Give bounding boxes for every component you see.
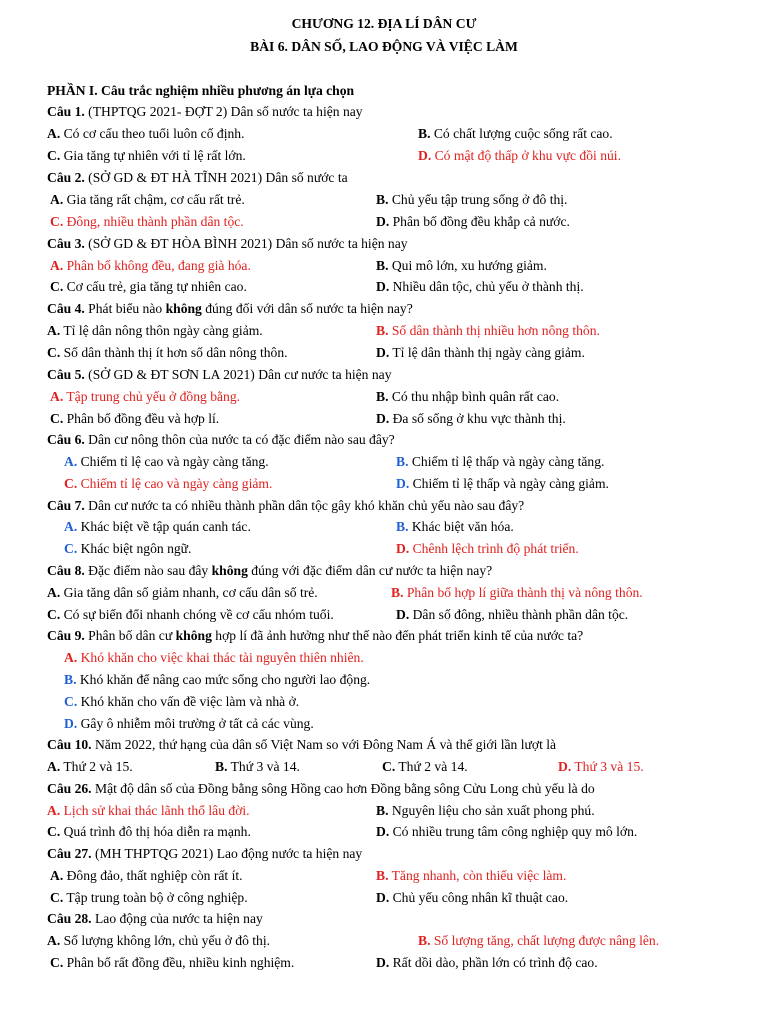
q26-option-c[interactable]: C. Quá trình đô thị hóa diễn ra mạnh. [47,824,251,839]
q27-option-c[interactable]: C. Tập trung toàn bộ ở công nghiệp. [50,890,248,905]
q8-option-a[interactable]: A. Gia tăng dân số giảm nhanh, cơ cấu dân số trẻ. [47,585,318,600]
q3-option-c[interactable]: C. Cơ cấu trẻ, gia tăng tự nhiên cao. [50,279,247,294]
question-4: Câu 4. Phát biểu nào không đúng đối với dân số nước ta hiện nay? [47,301,413,316]
q3-option-d[interactable]: D. Nhiều dân tộc, chủ yếu ở thành thị. [376,279,584,294]
q27-option-a[interactable]: A. Đông đảo, thất nghiệp còn rất ít. [50,868,243,883]
q7-option-c[interactable]: C. Khác biệt ngôn ngữ. [64,541,192,556]
q3-option-b[interactable]: B. Qui mô lớn, xu hướng giảm. [376,258,547,273]
q1-option-a[interactable]: A. Có cơ cấu theo tuổi luôn cố định. [47,126,245,141]
q7-option-b[interactable]: B. Khác biệt văn hóa. [396,519,514,534]
q4-option-d[interactable]: D. Tỉ lệ dân thành thị ngày càng giảm. [376,345,585,360]
q6-option-b[interactable]: B. Chiếm tỉ lệ thấp và ngày càng tăng. [396,454,605,469]
q28-option-c[interactable]: C. Phân bố rất đồng đều, nhiều kinh nghiệm. [50,955,295,970]
question-27: Câu 27. (MH THPTQG 2021) Lao động nước ta hiện nay [47,846,363,861]
q1-option-b[interactable]: B. Có chất lượng cuộc sống rất cao. [418,126,613,141]
question-6: Câu 6. Dân cư nông thôn của nước ta có đặc điểm nào sau đây? [47,432,395,447]
q6-option-a[interactable]: A. Chiếm tỉ lệ cao và ngày càng tăng. [64,454,269,469]
q8-option-b-answer[interactable]: B. Phân bố hợp lí giữa thành thị và nông thôn. [391,585,643,600]
question-10: Câu 10. Năm 2022, thứ hạng của dân số Việt Nam so với Đông Nam Á và thế giới lần lượt là [47,737,557,752]
question-2: Câu 2. (SỞ GD & ĐT HÀ TĨNH 2021) Dân số nước ta [47,170,348,185]
question-9: Câu 9. Phân bố dân cư không hợp lí đã ảnh hưởng như thế nào đến phát triển kinh tế của nước ta? [47,628,584,643]
q10-option-d-answer[interactable]: D. Thứ 3 và 15. [558,759,644,774]
q5-option-c[interactable]: C. Phân bố đồng đều và hợp lí. [50,411,220,426]
part-title: PHẦN I. Câu trắc nghiệm nhiều phương án lựa chọn [47,83,355,98]
q27-option-b-answer[interactable]: B. Tăng nhanh, còn thiếu việc làm. [376,868,567,883]
question-7: Câu 7. Dân cư nước ta có nhiều thành phần dân tộc gây khó khăn chủ yếu nào sau đây? [47,498,525,513]
q26-option-d[interactable]: D. Có nhiều trung tâm công nghiệp quy mô lớn. [376,824,638,839]
q28-option-a[interactable]: A. Số lượng không lớn, chủ yếu ở đô thị. [47,933,271,948]
q5-option-d[interactable]: D. Đa số sống ở khu vực thành thị. [376,411,566,426]
q10-option-a[interactable]: A. Thứ 2 và 15. [47,759,133,774]
question-26: Câu 26. Mật độ dân số của Đồng bằng sông Hồng cao hơn Đồng bằng sông Cửu Long chủ yếu là do [47,781,595,796]
q7-option-a[interactable]: A. Khác biệt về tập quán canh tác. [64,519,251,534]
q3-option-a-answer[interactable]: A. Phân bố không đều, đang già hóa. [50,258,251,273]
q4-option-b-answer[interactable]: B. Số dân thành thị nhiều hơn nông thôn. [376,323,600,338]
q26-option-b[interactable]: B. Nguyên liệu cho sản xuất phong phú. [376,803,595,818]
q9-option-c[interactable]: C. Khó khăn cho vấn đề việc làm và nhà ở. [64,694,300,709]
q10-option-b[interactable]: B. Thứ 3 và 14. [215,759,300,774]
q9-option-a-answer[interactable]: A. Khó khăn cho việc khai thác tài nguyên thiên nhiên. [64,650,364,665]
q5-option-b[interactable]: B. Có thu nhập bình quân rất cao. [376,389,560,404]
question-1: Câu 1. (THPTQG 2021- ĐỢT 2) Dân số nước ta hiện nay [47,104,363,119]
q2-option-b[interactable]: B. Chủ yếu tập trung sống ở đô thị. [376,192,568,207]
q4-option-c[interactable]: C. Số dân thành thị ít hơn số dân nông thôn. [47,345,288,360]
q7-option-d-answer[interactable]: D. Chênh lệch trình độ phát triển. [396,541,579,556]
q4-option-a[interactable]: A. Tỉ lệ dân nông thôn ngày càng giảm. [47,323,263,338]
question-5: Câu 5. (SỞ GD & ĐT SƠN LA 2021) Dân cư nước ta hiện nay [47,367,392,382]
q2-option-d[interactable]: D. Phân bố đồng đều khắp cả nước. [376,214,570,229]
q10-option-c[interactable]: C. Thứ 2 và 14. [382,759,468,774]
q5-option-a-answer[interactable]: A. Tập trung chủ yếu ở đồng bằng. [50,389,241,404]
chapter-title: CHƯƠNG 12. ĐỊA LÍ DÂN CƯ [291,16,477,31]
q28-option-b-answer[interactable]: B. Số lượng tăng, chất lượng được nâng lên. [418,933,660,948]
q28-option-d[interactable]: D. Rất dồi dào, phần lớn có trình độ cao. [376,955,598,970]
q6-option-d[interactable]: D. Chiếm tỉ lệ thấp và ngày càng giảm. [396,476,609,491]
q6-option-c-answer[interactable]: C. Chiếm tỉ lệ cao và ngày càng giảm. [64,476,273,491]
q2-option-a[interactable]: A. Gia tăng rất chậm, cơ cấu rất trẻ. [50,192,245,207]
question-3: Câu 3. (SỞ GD & ĐT HÒA BÌNH 2021) Dân số nước ta hiện nay [47,236,408,251]
q8-option-d[interactable]: D. Dân số đông, nhiều thành phần dân tộc. [396,607,629,622]
q1-option-c[interactable]: C. Gia tăng tự nhiên với tỉ lệ rất lớn. [47,148,246,163]
q1-option-d-answer[interactable]: D. Có mật độ thấp ở khu vực đồi núi. [418,148,621,163]
q27-option-d[interactable]: D. Chủ yếu công nhân kĩ thuật cao. [376,890,569,905]
lesson-title: BÀI 6. DÂN SỐ, LAO ĐỘNG VÀ VIỆC LÀM [250,39,518,54]
q8-option-c[interactable]: C. Có sự biến đổi nhanh chóng về cơ cấu nhóm tuổi. [47,607,334,622]
question-8: Câu 8. Đặc điểm nào sau đây không đúng với đặc điểm dân cư nước ta hiện nay? [47,563,493,578]
question-28: Câu 28. Lao động của nước ta hiện nay [47,911,263,926]
q9-option-d[interactable]: D. Gây ô nhiễm môi trường ở tất cả các vùng. [64,716,314,731]
q2-option-c-answer[interactable]: C. Đông, nhiều thành phần dân tộc. [50,214,244,229]
q9-option-b[interactable]: B. Khó khăn để nâng cao mức sống cho người lao động. [64,672,371,687]
q26-option-a-answer[interactable]: A. Lịch sử khai thác lãnh thổ lâu đời. [47,803,250,818]
